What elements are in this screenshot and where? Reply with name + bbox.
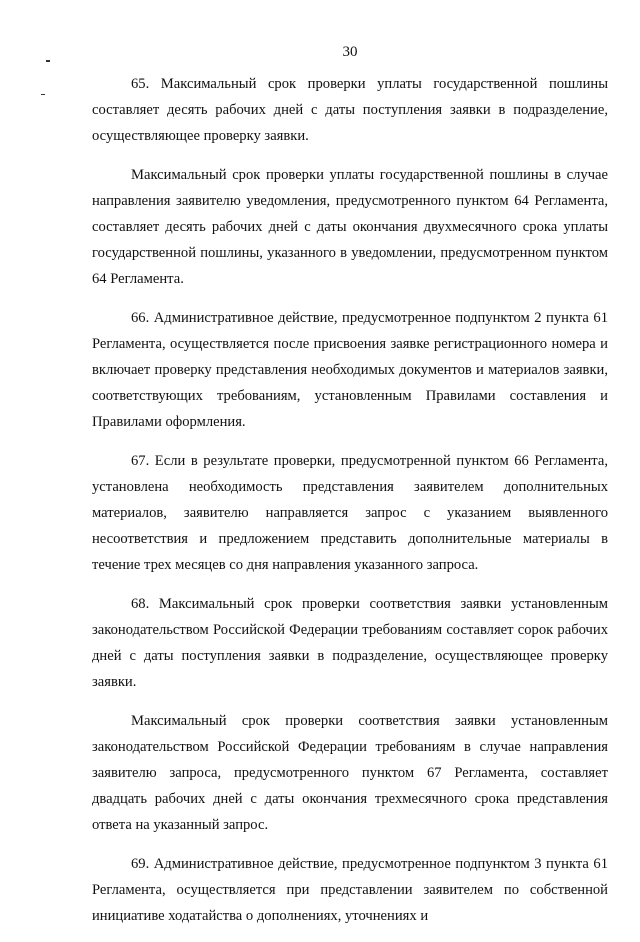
paragraph-69: 69. Административное действие, предусмотренное подпунктом 3 пункта 61 Регламента, осуществляется при представлении заявителем по собственной инициативе ходатайства о дополнениях, уточнениях и: [92, 856, 608, 924]
document-body: [92, 71, 608, 942]
paragraph-68: 68. Максимальный срок проверки соответствия заявки установленным законодательством Российской Федерации требованиям составляет сорок рабочих дней с даты поступления заявки в подразделение, осуществляющее проверку заявки.: [92, 596, 608, 690]
paragraph-65: 65. Максимальный срок проверки уплаты государственной пошлины составляет десять рабочих дней с даты поступления заявки в подразделение, осуществляющее проверку заявки.: [92, 76, 608, 144]
paragraph-66: 66. Административное действие, предусмотренное подпунктом 2 пункта 61 Регламента, осуществляется после присвоения заявке регистрационного номера и включает проверку представления необходимых документов и материалов заявки, соответствующих требованиям, установленным Правилами составления и Правилами оформления.: [92, 310, 608, 430]
page-number: 30: [342, 44, 358, 60]
scan-mark: [41, 94, 45, 95]
paragraph-68-continued: Максимальный срок проверки соответствия заявки установленным законодательством Российской Федерации требованиям в случае направления заявителю запроса, предусмотренного пунктом 67 Регламента, составляет двадцать рабочих дней с даты окончания трехмесячного срока представления ответа на указанный запрос.: [92, 713, 608, 833]
paragraph-65-continued: Максимальный срок проверки уплаты государственной пошлины в случае направления заявителю уведомления, предусмотренного пунктом 64 Регламента, составляет десять рабочих дней с даты окончания двухмесячного срока уплаты государственной пошлины, указанного в уведомлении, предусмотренном пунктом 64 Регламента.: [92, 167, 608, 287]
paragraph-67: 67. Если в результате проверки, предусмотренной пунктом 66 Регламента, установлена необходимость представления заявителем дополнительных материалов, заявителю направляется запрос с указанием выявленного несоответствия и предложением представить дополнительные материалы в течение трех месяцев со дня направления указанного запроса.: [92, 453, 608, 573]
